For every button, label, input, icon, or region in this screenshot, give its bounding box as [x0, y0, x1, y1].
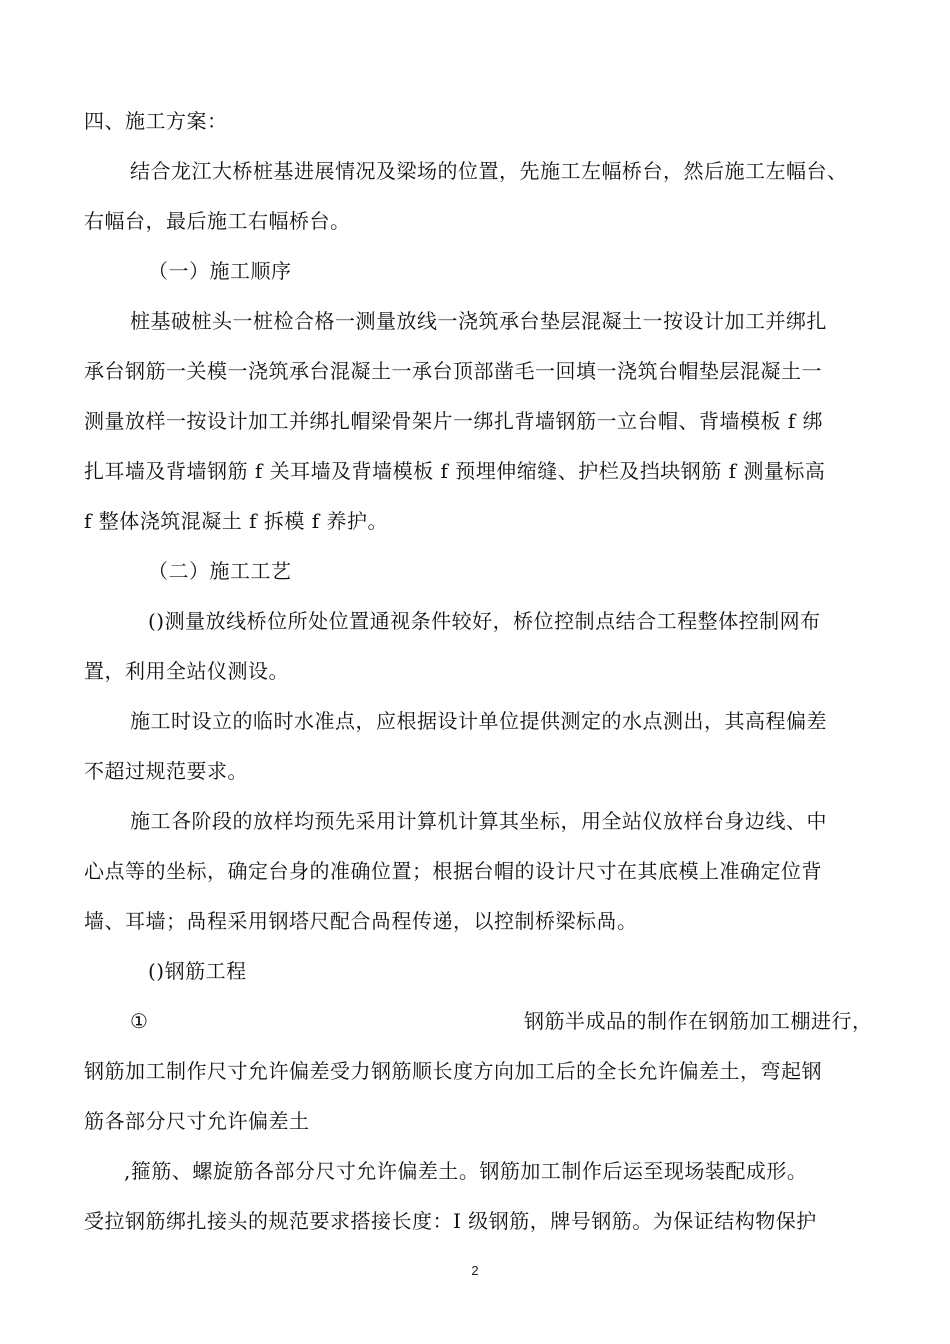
paragraph-line: 施工时设立的临时水准点，应根据设计单位提供测定的水点测出，其高程偏差 — [130, 709, 827, 733]
paragraph-line: 测量放样一按设计加工并绑扎帽梁骨架片一绑扎背墙钢筋一立台帽、背墙模板 f 绑 — [84, 409, 824, 433]
paragraph-line: 扎耳墙及背墙钢筋 f 关耳墙及背墙模板 f 预埋伸缩缝、护栏及挡块钢筋 f 测量标高 — [84, 459, 826, 483]
section-heading: 四、施工方案： — [84, 109, 228, 133]
subsection-heading: （一）施工顺序 — [148, 259, 292, 283]
paragraph-line: 承台钢筋一关模一浇筑承台混凝土一承台顶部凿毛一回填一浇筑台帽垫层混凝土一 — [84, 359, 822, 383]
page-number: 2 — [471, 1263, 479, 1278]
paragraph-line: 右幅台，最后施工右幅桥台。 — [84, 209, 351, 233]
paragraph-line: ,箍筋、螺旋筋各部分尺寸允许偏差土。钢筋加工制作后运至现场装配成形。 — [124, 1159, 808, 1183]
paragraph-text: 钢筋半成品的制作在钢筋加工棚进行， — [524, 1009, 873, 1033]
subsection-heading: ()钢筋工程 — [148, 959, 247, 983]
paragraph-line: 结合龙江大桥桩基进展情况及梁场的位置，先施工左幅桥台，然后施工左幅台、 — [130, 159, 848, 183]
paragraph-line: f 整体浇筑混凝土 f 拆模 f 养护。 — [84, 509, 388, 533]
paragraph-line: 桩基破桩头一桩检合格一测量放线一浇筑承台垫层混凝土一按设计加工并绑扎 — [130, 309, 827, 333]
paragraph-line: 筋各部分尺寸允许偏差土 — [84, 1109, 310, 1133]
paragraph-line: 钢筋加工制作尺寸允许偏差受力钢筋顺长度方向加工后的全长允许偏差土，弯起钢 — [84, 1059, 822, 1083]
paragraph-line: ()测量放线桥位所处位置通视条件较好，桥位控制点结合工程整体控制网布 — [148, 609, 821, 633]
paragraph-line: 墙、耳墙；咼程采用钢塔尺配合咼程传递，以控制桥梁标咼。 — [84, 909, 638, 933]
paragraph-line: 施工各阶段的放样均预先采用计算机计算其坐标，用全站仪放样台身边线、中 — [130, 809, 827, 833]
subsection-heading: （二）施工工艺 — [148, 559, 292, 583]
circled-number-marker: ① — [130, 1009, 149, 1033]
paragraph-line: 置，利用全站仪测设。 — [84, 659, 289, 683]
paragraph-line: 不超过规范要求。 — [84, 759, 248, 783]
paragraph-line: 受拉钢筋绑扎接头的规范要求搭接长度：I 级钢筋，牌号钢筋。为保证结构物保护 — [84, 1209, 817, 1233]
paragraph-line: 心点等的坐标，确定台身的准确位置；根据台帽的设计尺寸在其底模上准确定位背 — [84, 859, 822, 883]
